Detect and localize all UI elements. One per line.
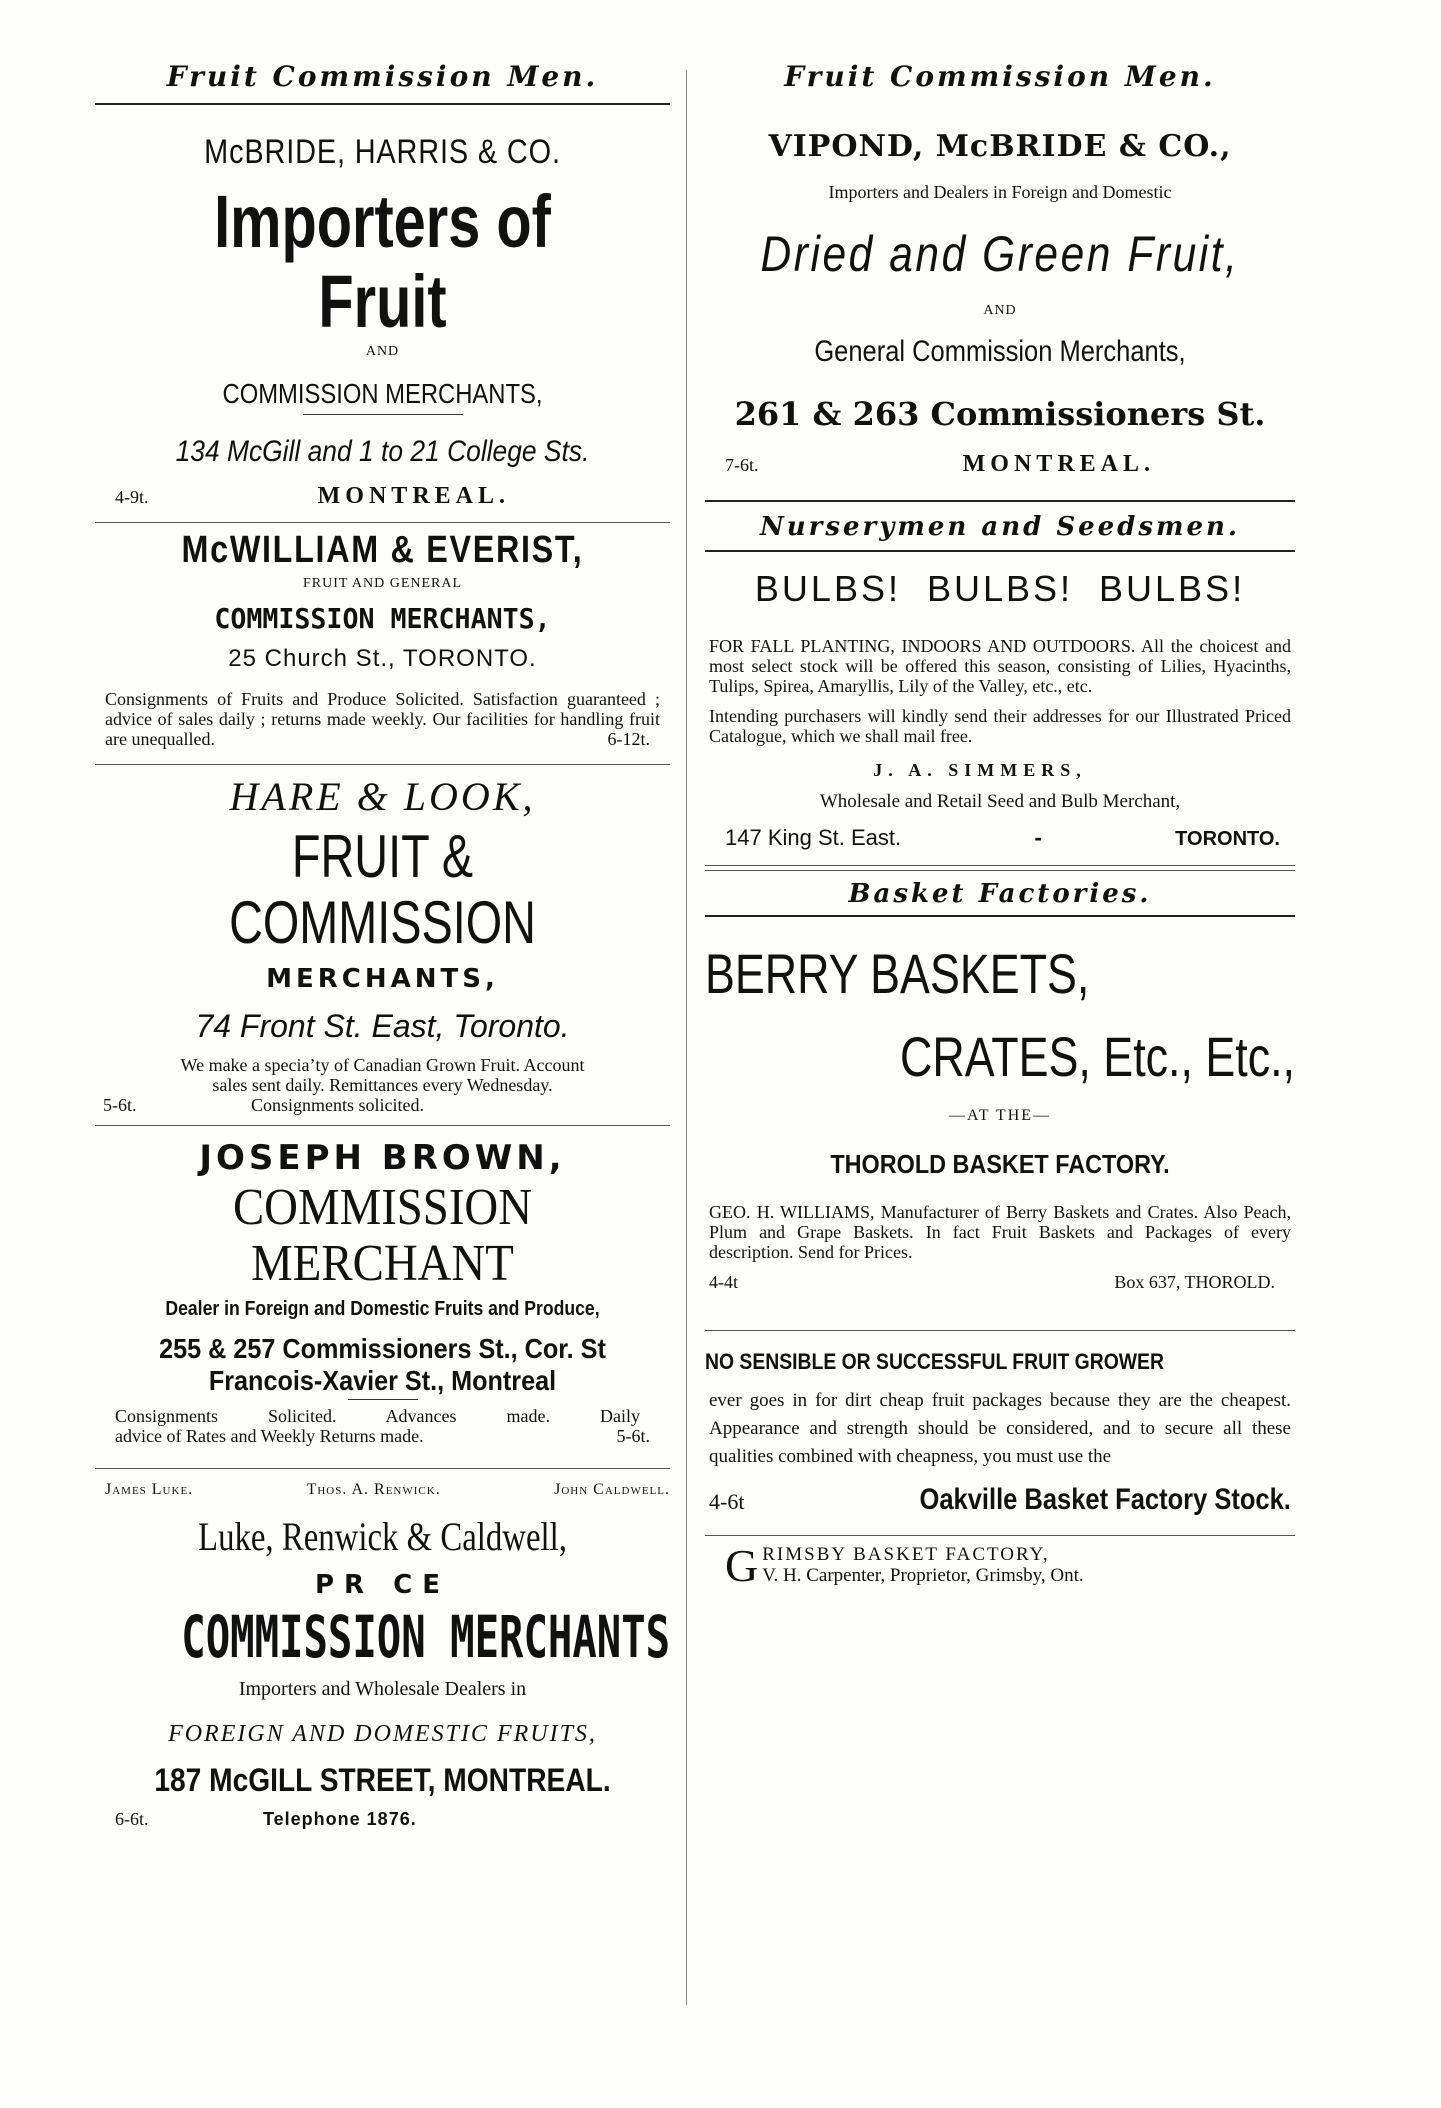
factory-name: THOROLD BASKET FACTORY. [830,1149,1170,1179]
body-line-2: advice of Rates and Weekly Returns made. [115,1426,424,1446]
headline: NO SENSIBLE OR SUCCESSFUL FRUIT GROWER [705,1349,1164,1374]
ad-mcwilliam-everist [95,529,670,750]
address: 261 & 263 Commissioners St. [734,395,1266,433]
body-line-1: We make a speciaʼty of Canadian Grown Fruit. Account [180,1055,585,1075]
ad-code: 4-6t [709,1489,745,1514]
rule [95,1468,670,1469]
body-text: Consignments of Fruits and Produce Solicited. Satisfaction guaranteed ; advice of sales daily ; returns made weekly. Our facilities for handling fruit are unequalled. [105,689,660,749]
telephone: Telephone 1876. [263,1809,417,1829]
body-2: Intending purchasers will kindly send their addresses for our Illustrated Priced Catalogue, which we shall mail free. [709,706,1291,746]
ad-code: 4-4t [709,1272,738,1292]
right-column [705,60,1295,1591]
ad-code: 5-6t. [103,1095,137,1115]
ad-hare-look [95,773,670,1115]
section-header-basket-factories: Basket Factories. [848,879,1152,909]
ad-code: 7-6t. [725,455,759,475]
foreign-line: FOREIGN AND DOMESTIC FRUITS, [168,1721,597,1747]
firm-name: HARE & LOOK, [229,774,536,819]
partner-name-2: Thos. A. Renwick. [306,1481,441,1498]
subhead: MERCHANTS, [266,964,499,994]
firm-name: Luke, Renwick & Caldwell, [198,1514,567,1559]
headline: Dried and Green Fruit, [760,226,1240,282]
body-1: FOR FALL PLANTING, INDOORS AND OUTDOORS. All the choicest and most select stock will be offered this season, consisting of Lilies, Hyacinths, Tulips, Spirea, Amaryllis, Lily of the Valley, etc., etc. [709,636,1291,696]
body-line-1: Consignments Solicited. Advances made. Daily [115,1406,640,1426]
subhead: COMMISSION MERCHANTS, [214,602,551,635]
ad-vipond-mcbride [705,129,1295,478]
at-the: —AT THE— [948,1107,1052,1124]
firm-name: J. A. SIMMERS, [873,760,1087,780]
ad-code: 4-9t. [115,487,149,507]
section-header-fruit-commission: Fruit Commission Men. [166,60,599,93]
partner-name-1: James Luke. [105,1481,194,1498]
body-line-3: Consignments solicited. [251,1095,424,1115]
body-line-2: sales sent daily. Remittances every Wednesday. [212,1075,553,1095]
city: MONTREAL. [317,483,510,509]
and-label: AND [983,303,1017,318]
rule [705,915,1295,917]
ad-code: 6-12t. [607,729,650,749]
ad-luke-renwick-caldwell [95,1481,670,1829]
drop-cap: G [725,1540,759,1591]
ad-code: 6-6t. [115,1809,149,1829]
ad-grimsby-basket [705,1540,1295,1591]
ad-oakville-basket [705,1349,1295,1517]
short-rule [303,414,463,415]
description: Wholesale and Retail Seed and Bulb Merchant, [819,791,1181,812]
and-label: AND [365,344,400,359]
headline: FRUIT & COMMISSION [229,823,536,956]
importers-line: Importers and Wholesale Dealers in [238,1678,527,1700]
ad-joseph-brown [95,1138,670,1446]
rule [705,1330,1295,1331]
ad-bulbs [705,568,1295,851]
rule [705,1535,1295,1536]
headline: COMMISSION MERCHANT [232,1179,533,1292]
headline: Importers of Fruit [214,180,551,343]
address-2: Francois-Xavier St., Montreal [208,1365,557,1396]
address: 74 Front St. East, Toronto. [195,1008,570,1044]
body-text: ever goes in for dirt cheap fruit packages because they are the cheapest. Appearance and strength should be considered, and to secure all these qualities combined with cheapness, you must use the [709,1390,1291,1467]
address: 25 Church St., TORONTO. [228,645,537,672]
address: 147 King St. East. [725,825,902,850]
stock-name: Oakville Basket Factory Stock. [919,1483,1291,1516]
subhead: General Commission Merchants, [814,335,1186,368]
left-column [95,60,670,1829]
section-header-nurserymen: Nurserymen and Seedsmen. [759,512,1241,542]
address: 187 McGILL STREET, MONTREAL. [154,1762,611,1798]
column-divider [686,70,687,2005]
ad-code: 5-6t. [616,1426,650,1446]
rule [705,550,1295,552]
headline-2: CRATES, Etc., Etc., [900,1025,1295,1088]
rule [705,500,1295,502]
headline: BULBS! BULBS! BULBS! [754,568,1246,609]
section-header-fruit-commission: Fruit Commission Men. [784,60,1216,93]
address-1: 255 & 257 Commissioners St., Cor. St [159,1333,606,1364]
city: MONTREAL. [962,451,1155,477]
rule [95,103,670,105]
damaged-text: PR CE [315,1570,450,1600]
headline: COMMISSION MERCHANTS [181,1603,671,1671]
ad-thorold-basket [705,941,1295,1292]
ad-mcbride-harris [95,133,670,510]
firm-name: McBRIDE, HARRIS & CO. [204,133,561,171]
short-rule [348,1399,418,1400]
city: TORONTO. [1175,828,1280,850]
firm-name: McWILLIAM & EVERIST, [181,529,584,571]
grimsby-line-1: RIMSBY BASKET FACTORY, [762,1544,1050,1565]
subhead: COMMISSION MERCHANTS, [222,378,543,409]
firm-name: JOSEPH BROWN, [199,1138,566,1178]
firm-name: VIPOND, McBRIDE & CO., [768,129,1232,164]
headline-1: BERRY BASKETS, [705,942,1090,1005]
importers-line: Importers and Dealers in Foreign and Domestic [828,182,1172,202]
box-address: Box 637, THOROLD. [1114,1272,1275,1292]
small-label: FRUIT AND GENERAL [302,576,463,591]
rule [95,1125,670,1126]
dealer-line: Dealer in Foreign and Domestic Fruits and Produce, [165,1298,600,1320]
address: 134 McGill and 1 to 21 College Sts. [175,435,590,468]
rule [95,522,670,523]
rule [705,865,1295,866]
body-text: GEO. H. WILLIAMS, Manufacturer of Berry Baskets and Crates. Also Peach, Plum and Grape Baskets. In fact Fruit Baskets and Packages of every description. Send for Prices. [709,1202,1291,1262]
dash: - [1034,825,1042,850]
rule [705,870,1295,871]
partner-name-3: John Caldwell. [554,1481,670,1498]
rule [95,764,670,765]
grimsby-line-2: V. H. Carpenter, Proprietor, Grimsby, Ont. [762,1565,1084,1586]
